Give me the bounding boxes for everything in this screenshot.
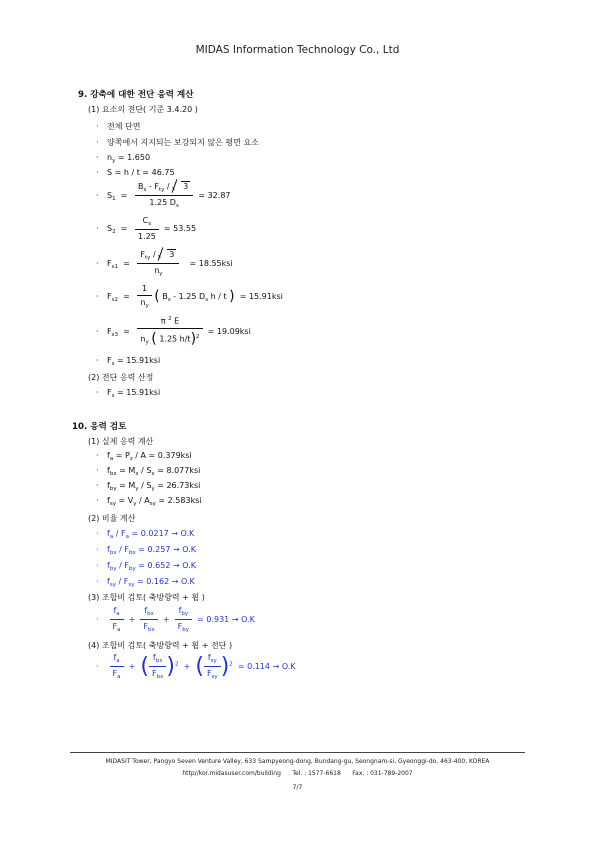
eq-fs-final: · $F_s = 15.91ksi$ (96, 388, 161, 399)
sec10-sub3: (3) 조합비 검토( 축방향력 + 휨 ) (88, 593, 205, 602)
stress-row-fbx: · $f_{bx} = M_x / S_x = 8.077ksi$ (96, 466, 201, 477)
sec9-sub2: (2) 전단 응력 산정 (88, 373, 154, 382)
page-number: 7/7 (292, 784, 303, 791)
eq-fs1: · $F_{s1}$ = $\frac{F_{ty} / 3}{n_y}$ = 18.55ksi (96, 250, 233, 277)
footer-divider (70, 752, 525, 753)
sec10-sub1: (1) 실제 응력 계산 (88, 437, 154, 446)
stress-row-fsy: · $f_{sy} = V_y / A_{sy} = 2.583ksi$ (96, 496, 202, 507)
eq-fs3: · $F_{s3}$ = $\frac{\pi ^2 E}{n_y ( 1.25 h/t)^2}$ = 19.09ksi (96, 316, 251, 347)
sec9-bullet-1: · 전체 단면 (96, 122, 141, 131)
combined-check-3: · $\frac{f_a}{F_a}$ + $\frac{f_{bx}}{F_{bx}}$ + $\frac{f_{by}}{F_{by}}$ = 0.931 → O.K (96, 606, 255, 633)
eq-fs: · $F_s = 15.91ksi$ (96, 356, 161, 367)
stress-row-fby: · $f_{by} = M_y / S_y = 26.73ksi$ (96, 481, 201, 492)
stress-row-fa: · $f_a = P_z / A = 0.379ksi$ (96, 451, 192, 462)
footer-contact: http//kor.midasuser.com/building Tel. : 1577-6618 Fax. : 031-789-2007 (182, 770, 413, 777)
ratio-row-fsy: · $f_{sy} / F_{sy} = 0.162 \to O.K$ (96, 577, 195, 588)
sec9-sub1: (1) 요소의 전단( 기준 3.4.20 ) (88, 105, 198, 114)
ratio-row-fby: · $f_{by} / F_{by} = 0.652 \to O.K$ (96, 561, 196, 572)
sec9-bullet-S: · S = h / t = 46.75 (96, 168, 175, 177)
eq-fs2: · $F_{s2}$ = $\frac{1}{n_y}$ ( $B_s - 1.25$ $D_s$ h / t ) = 15.91ksi (96, 284, 283, 309)
sec10-sub4: (4) 조합비 검토( 축방향력 + 휨 + 전단 ) (88, 641, 233, 650)
eq-s1: · $S_1$ = $\frac{B_s - F_{ty} / 3}{1.25 D_s}$ = 32.87 (96, 182, 231, 209)
section-10-title: 10. 응력 검토 (72, 422, 127, 432)
sec9-bullet-2: · 양쪽에서 지지되는 보강되지 않은 평면 요소 (96, 138, 259, 147)
combined-check-4: · $\frac{f_a}{F_a}$ + ( $\frac{f_{bx}}{F_{bx}}$ )$^2$ + ( $\frac{f_{sy}}{F_{sy}}$ )$^2$ = 0.114 → O.K (96, 653, 296, 680)
eq-s1-fraction: $\frac{B_s - F_{ty} / 3}{1.25 D_s}$ (135, 182, 193, 209)
sec10-sub2: (2) 비율 계산 (88, 514, 136, 523)
footer-address: MIDASIT Tower, Pangyo Seven Venture Valley, 633 Sampyeong-dong, Bundang-gu, Seongnam-si, Gyeonggi-do, 463-400, KOREA (105, 758, 490, 765)
sqrt-symbol: 3 (172, 182, 190, 191)
sec9-bullet-ny: · $n_y = 1.650$ (96, 153, 151, 164)
section-9-title: 9. 강축에 대한 전단 응력 계산 (78, 90, 194, 100)
page-header: MIDAS Information Technology Co., Ltd (195, 44, 400, 56)
eq-s2: · $S_2$ = $\frac{C_s}{1.25}$ = 53.55 (96, 216, 197, 241)
ratio-row-fa: · $f_a / F_a = 0.0217 \to O.K$ (96, 529, 195, 540)
ratio-row-fbx: · $f_{bx} / F_{bx} = 0.257 \to O.K$ (96, 545, 196, 556)
